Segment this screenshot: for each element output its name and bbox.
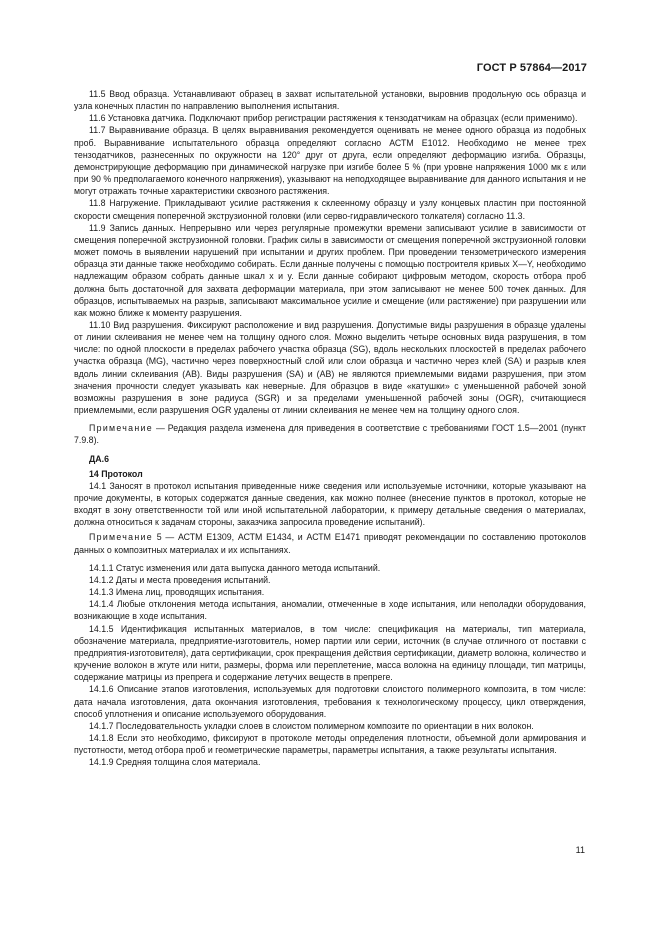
document-body [74,88,586,768]
note-editorial [74,422,586,446]
paragraph-11-6: 11.6 Установка датчика. Подключают прибор регистрации растяжения к тензодатчикам на образцах (если применимо). [89,113,578,124]
paragraph-14-1-4: 14.1.4 Любые отклонения метода испытания, аномалии, отмеченные в ходе испытания, или неполадки оборудования, возникающие в ходе испытания. [74,599,586,622]
paragraph-11-9: 11.9 Запись данных. Непрерывно или через регулярные промежутки времени записывают усилие в зависимости от смещения поперечной экструзионной головки. График силы в зависимости от смещения поперечной экструзионной головки может помочь в выявлении нарушений при испытании и других проблем. При проведении тензометрического измерения образца эти данные также необходимо собирать. Если данные получены с помощью построителя кривых X—Y, необходимо надлежащим образом собрать данные шкал x и y. Если данные собирают цифровым методом, скорость отбора проб должна быть достаточной для захвата деформации материала, при этом записывают не менее 500 точек данных. Для образцов, испытываемых на разрыв, записывают максимальное усилие и смещение (или растяжение) при разрушении или как можно ближе к моменту разрушения. [74,222,586,318]
paragraph-11-10: 11.10 Вид разрушения. Фиксируют расположение и вид разрушения. Допустимые виды разрушения в образце удалены от линии склеивания не менее чем на толщину одного слоя. Можно выделить четыре основных вида разрушения, в том числе: по одной плоскости в пределах рабочего участка образца (SG), вдоль нескольких плоскостей в пределах рабочего участка образца (MG), частично через поверхностный слой или слои образца и частично через клей (SA) и разрыв клея вдоль линии склеивания (AB). Виды разрушения (SA) и (AB) не являются приемлемыми видами разрушения, при этом значения прочности следует указывать как неверные. Для образцов в виде «катушки» с уменьшенной рабочей зоной возможны разрушения в зоне радиуса (SGR) и за пределами уменьшенной рабочей зоны (OGR), считающиеся приемлемыми, если разрушения OGR удалены от линии склеивания не менее чем на толщину одного слоя. [74,319,586,416]
paragraph-11-8: 11.8 Нагружение. Прикладывают усилие растяжения к склеенному образцу и узлу концевых пластин при постоянной скорости смещения поперечной экструзионной головки (или серво-гидравлического толкателя) согласно 11.3. [74,198,586,221]
paragraph-14-1-9: 14.1.9 Средняя толщина слоя материала. [89,757,261,768]
note-5-text: 5 — АСТМ Е1309, АСТМ Е1434, и АСТМ Е1471 приводят рекомендации по составлению протоколов данных о композитных материалах и их испытаниях. [74,532,586,555]
paragraph-14-1-3: 14.1.3 Имена лиц, проводящих испытания. [89,587,265,598]
paragraph-14-1-6: 14.1.6 Описание этапов изготовления, используемых для подготовки слоистого полимерного композита, в том числе: дата начала изготовления, дата окончания изготовления, требования к технологическому процессу, цикл отверждения, способ уплотнения и описание используемого оборудования. [74,684,586,719]
note-text: — Редакция раздела изменена для приведения в соответствие с требованиями ГОСТ 1.5—2001 (пункт 7.9.8). [74,423,586,446]
paragraph-14-1-7: 14.1.7 Последовательность укладки слоев в слоистом полимерном композите по ориентации в них волокон. [89,720,534,731]
paragraph-11-5: 11.5 Ввод образца. Устанавливают образец в захват испытательной установки, выровнив продольную ось образца и узла конечных пластин по направлению выполнения испытания. [74,89,586,112]
paragraph-14-1-2: 14.1.2 Даты и места проведения испытаний. [89,574,271,585]
page-number: 11 [575,845,585,855]
note-label: Примечание [89,423,153,434]
section-14-heading: 14 Протокол [89,468,143,479]
section-da6-heading: ДА.6 [89,453,109,464]
paragraph-14-1: 14.1 Заносят в протокол испытания приведенные ниже сведения или используемые источники, которые указывают на прочие документы, в которых содержатся данные сведения, как можно полнее (внесение пунктов в протокол, которые не входят в зону ответственности той или иной испытательной лаборатории, к примеру детальные сведения о материалах, должна относиться к задачам стороны, заказчика запросила проведение испытаний). [74,480,586,528]
paragraph-11-7: 11.7 Выравнивание образца. В целях выравнивания рекомендуется оценивать не менее одного образца из подобных проб. Выравнивание испытательного образца определяют согласно АСТМ Е1012. Необходимо не менее трех тензодатчиков, разнесенных по окружности на 120° друг от друга, если определяют деформацию изгиба. Образцы, демонстрирующие деформацию при динамической нагрузке при изгибе более 5 % (при уровне напряжения 1000 мк ε или при 90 % предполагаемого конечного напряжения), указывают на неподходящее выравнивание для данного испытания и не могут отражать точные характеристики сквозного растяжения. [74,125,586,197]
document-code-header: ГОСТ Р 57864—2017 [476,62,587,74]
paragraph-14-1-8: 14.1.8 Если это необходимо, фиксируют в протоколе методы определения плотности, объемной доли армирования и пустотности, метод отбора проб и геометрические параметры, параметры испытания, а также результаты испытания. [74,732,586,756]
paragraph-14-1-1: 14.1.1 Статус изменения или дата выпуска данного метода испытаний. [89,562,381,573]
note-5 [74,531,586,555]
note-5-label: Примечание [89,532,153,543]
paragraph-14-1-5: 14.1.5 Идентификация испытанных материалов, в том числе: спецификация на материалы, тип материала, обозначение материала, предприятие-изготовитель, номер партии или серии, источник (в случае отличного от поставки с предприятия-изготовителя), дата сертификации, срок прекращения действия сертификации, диаметр волокна, количество и кручение волокон в жгуте или нити, размеры, форма или переплетение, масса волокна на единицу площади, тип матрицы, содержание матрицы из препрега и содержание летучих веществ в препреге. [74,623,586,683]
